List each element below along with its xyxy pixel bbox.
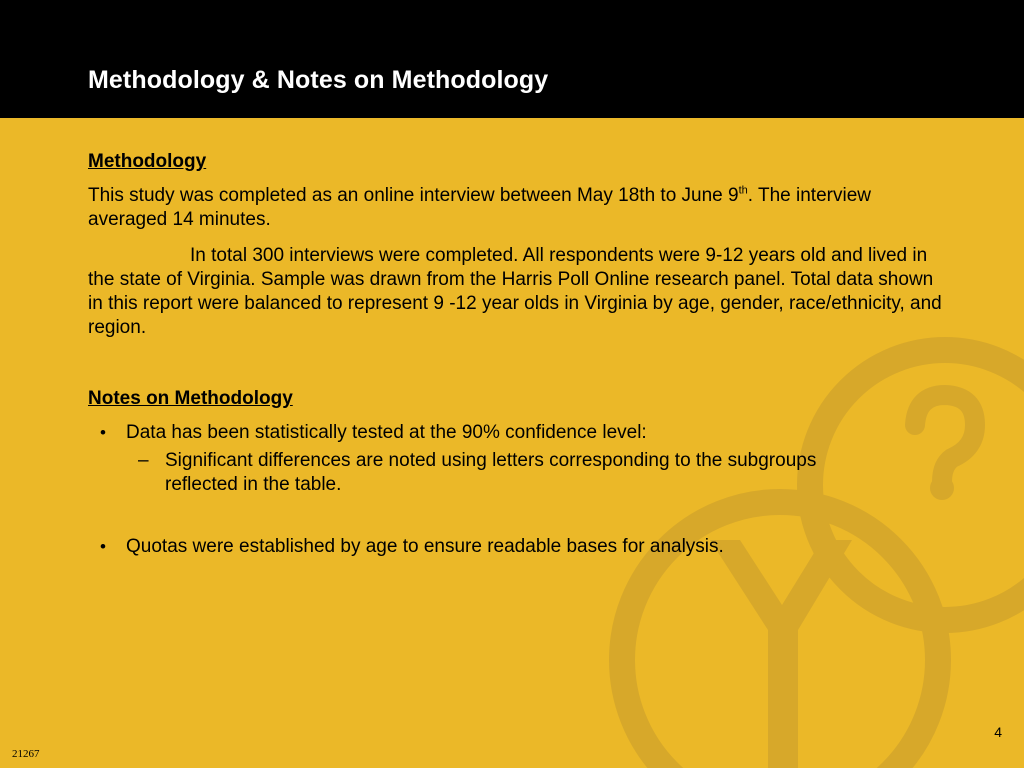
- para1-text: This study was completed as an online interview between May 18th to June 9: [88, 185, 739, 206]
- list-item: [88, 421, 948, 445]
- notes-heading: Notes on Methodology: [88, 388, 293, 409]
- list-item-text: Quotas were established by age to ensure readable bases for analysis.: [126, 536, 724, 557]
- bullet-marker: •: [100, 537, 106, 556]
- methodology-heading: Methodology: [88, 151, 207, 172]
- sub-list-item-text: Significant differences are noted using letters corresponding to the subgroups reflected in the table.: [165, 450, 817, 495]
- bullet-marker: •: [100, 423, 106, 442]
- page-number: 4: [994, 724, 1002, 740]
- list-item-text: Data has been statistically tested at the 90% confidence level:: [126, 422, 647, 443]
- para2-text: In total 300 interviews were completed. All respondents were 9-12 years old and lived in the state of Virginia. Sample was drawn from the Harris Poll Online research panel. Total data shown in this report were balanced to represent 9 -12 year olds in Virginia by age, gender, race/ethnicity, and region.: [88, 245, 942, 338]
- slide-id: 21267: [12, 748, 40, 760]
- methodology-paragraph-1: [88, 184, 948, 232]
- notes-list: [88, 421, 948, 559]
- page-title: Methodology & Notes on Methodology: [88, 66, 549, 94]
- para1-tail: . The interview averaged 14 minutes.: [88, 185, 871, 230]
- sub-list-item: [88, 449, 845, 497]
- list-item: [88, 535, 948, 559]
- slide-content: [88, 150, 948, 559]
- methodology-paragraph-2: [88, 244, 948, 340]
- header-bar: [0, 0, 1024, 118]
- para1-superscript: th: [738, 184, 748, 197]
- sub-bullet-marker: –: [138, 450, 149, 471]
